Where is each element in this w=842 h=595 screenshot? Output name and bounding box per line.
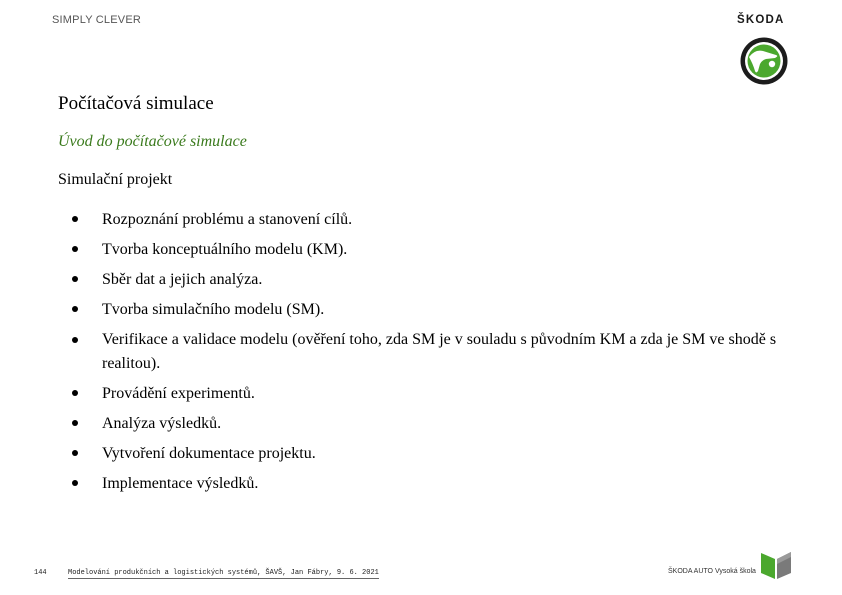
bullet-dot-icon <box>72 216 78 222</box>
header-tagline: SIMPLY CLEVER <box>52 14 142 26</box>
bullet-item <box>72 205 792 235</box>
section-heading: Simulační projekt <box>58 171 173 188</box>
bullet-text: Tvorba konceptuálního modelu (KM). <box>102 241 348 258</box>
bullet-text: Rozpoznání problému a stanovení cílů. <box>102 211 353 228</box>
bullet-item <box>72 325 792 379</box>
slide-subtitle: Úvod do počítačové simulace <box>58 133 247 150</box>
bullet-dot-icon <box>72 480 78 486</box>
school-flag-logo-icon <box>759 549 793 583</box>
bullet-text: Analýza výsledků. <box>102 415 222 432</box>
page-number: 144 <box>34 569 47 577</box>
bullet-item <box>72 439 792 469</box>
bullet-text: Vytvoření dokumentace projektu. <box>102 445 316 462</box>
bullet-dot-icon <box>72 450 78 456</box>
bullet-item <box>72 295 792 325</box>
bullet-text: Verifikace a validace modelu (ověření toho, zda SM je v souladu s původním KM a zda je SM ve shodě s realitou). <box>102 331 777 372</box>
bullet-text: Provádění experimentů. <box>102 385 255 402</box>
footer-text: Modelování produkčních a logistických systémů, ŠAVŠ, Jan Fábry, 9. 6. 2021 <box>68 569 379 577</box>
bullet-dot-icon <box>72 306 78 312</box>
bullet-item <box>72 469 792 499</box>
bullet-dot-icon <box>72 390 78 396</box>
bullet-item <box>72 235 792 265</box>
school-name: ŠKODA AUTO Vysoká škola <box>668 568 756 575</box>
bullet-text: Implementace výsledků. <box>102 475 259 492</box>
bullet-item <box>72 265 792 295</box>
bullet-list <box>72 205 792 499</box>
bullet-dot-icon <box>72 246 78 252</box>
bullet-dot-icon <box>72 337 78 343</box>
bullet-item <box>72 409 792 439</box>
bullet-item <box>72 379 792 409</box>
bullet-dot-icon <box>72 420 78 426</box>
bullet-text: Sběr dat a jejich analýza. <box>102 271 263 288</box>
skoda-logo-icon <box>739 36 789 86</box>
bullet-text: Tvorba simulačního modelu (SM). <box>102 301 325 318</box>
slide-title: Počítačová simulace <box>58 93 214 114</box>
brand-name: ŠKODA <box>737 14 785 26</box>
bullet-dot-icon <box>72 276 78 282</box>
